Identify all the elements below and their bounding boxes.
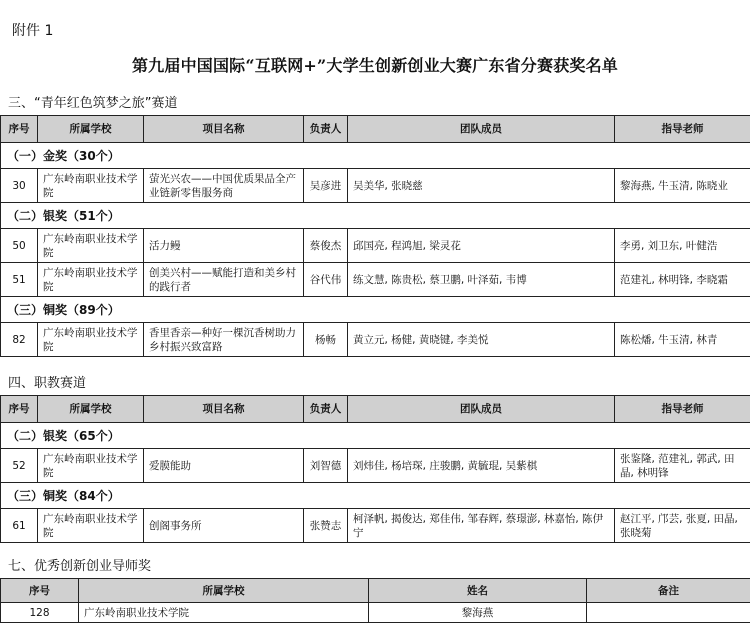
cell-school: 广东岭南职业技术学院 xyxy=(79,603,369,623)
vocational-table xyxy=(0,395,750,543)
cell-leader: 杨畅 xyxy=(304,323,348,357)
document-title: 第九届中国国际“互联网+”大学生创新创业大赛广东省分赛获奖名单 xyxy=(131,56,618,75)
cell-members: 刘炜佳, 杨培琛, 庄骏鹏, 黄毓琨, 吴紫棋 xyxy=(348,449,615,483)
table-header-row xyxy=(1,116,750,143)
cell-no: 30 xyxy=(1,169,38,203)
header-members: 团队成员 xyxy=(348,116,615,143)
cell-mentors: 李勇, 刘卫东, 叶健浩 xyxy=(615,229,750,263)
group-label: （一）金奖（30个） xyxy=(1,143,750,169)
cell-members: 柯泽帆, 揭俊达, 郑佳伟, 邹春辉, 蔡璟澎, 林嘉怡, 陈伊宁 xyxy=(348,509,615,543)
header-no: 序号 xyxy=(1,116,38,143)
cell-project: 香里香亲—种好一棵沉香树助力乡村振兴致富路 xyxy=(144,323,304,357)
header-name: 姓名 xyxy=(369,579,587,603)
cell-leader: 吴彦进 xyxy=(304,169,348,203)
cell-members: 邱国亮, 程鸿旭, 梁灵花 xyxy=(348,229,615,263)
table-header-row xyxy=(1,579,750,603)
group-label: （二）银奖（51个） xyxy=(1,203,750,229)
header-mentors: 指导老师 xyxy=(615,396,750,423)
cell-no: 52 xyxy=(1,449,38,483)
attachment-label: 附件 1 xyxy=(12,23,54,39)
cell-leader: 张赞志 xyxy=(304,509,348,543)
table-row xyxy=(1,229,750,263)
cell-note xyxy=(587,603,750,623)
group-label: （二）银奖（65个） xyxy=(1,423,750,449)
cell-project: 爱膜能助 xyxy=(144,449,304,483)
table-row xyxy=(1,603,750,623)
table-row xyxy=(1,169,750,203)
cell-leader: 刘智德 xyxy=(304,449,348,483)
cell-leader: 谷代伟 xyxy=(304,263,348,297)
group-row-silver xyxy=(1,423,750,449)
header-leader: 负责人 xyxy=(304,116,348,143)
cell-project: 创阁事务所 xyxy=(144,509,304,543)
cell-school: 广东岭南职业技术学院 xyxy=(38,263,144,297)
group-label: （三）铜奖（84个） xyxy=(1,483,750,509)
cell-project: 活力鳗 xyxy=(144,229,304,263)
group-row-silver xyxy=(1,203,750,229)
table-header-row xyxy=(1,396,750,423)
mentor-award-table xyxy=(0,578,750,623)
header-project: 项目名称 xyxy=(144,116,304,143)
cell-mentors: 黎海燕, 牛玉清, 陈晓业 xyxy=(615,169,750,203)
cell-school: 广东岭南职业技术学院 xyxy=(38,323,144,357)
table-row xyxy=(1,509,750,543)
header-project: 项目名称 xyxy=(144,396,304,423)
cell-school: 广东岭南职业技术学院 xyxy=(38,229,144,263)
cell-no: 50 xyxy=(1,229,38,263)
table-row xyxy=(1,449,750,483)
table-row xyxy=(1,323,750,357)
cell-leader: 蔡俊杰 xyxy=(304,229,348,263)
header-no: 序号 xyxy=(1,579,79,603)
table-row xyxy=(1,263,750,297)
group-row-bronze xyxy=(1,297,750,323)
cell-mentors: 赵江平, 邝芸, 张夏, 田晶, 张晓菊 xyxy=(615,509,750,543)
cell-school: 广东岭南职业技术学院 xyxy=(38,169,144,203)
cell-mentors: 范建礼, 林明锋, 李晓霜 xyxy=(615,263,750,297)
group-row-gold xyxy=(1,143,750,169)
cell-project: 创美兴村——赋能打造和美乡村的践行者 xyxy=(144,263,304,297)
cell-mentors: 陈松燔, 牛玉清, 林青 xyxy=(615,323,750,357)
header-leader: 负责人 xyxy=(304,396,348,423)
cell-members: 吴美华, 张晓慈 xyxy=(348,169,615,203)
cell-school: 广东岭南职业技术学院 xyxy=(38,449,144,483)
section-heading-vocational: 四、职教赛道 xyxy=(8,376,87,391)
cell-project: 萤光兴农——中国优质果品全产业链新零售服务商 xyxy=(144,169,304,203)
group-row-bronze xyxy=(1,483,750,509)
cell-mentors: 张鉴隆, 范建礼, 郭武, 田晶, 林明锋 xyxy=(615,449,750,483)
cell-no: 128 xyxy=(1,603,79,623)
header-school: 所属学校 xyxy=(38,396,144,423)
header-mentors: 指导老师 xyxy=(615,116,750,143)
cell-members: 黄立元, 杨健, 黄晓键, 李美悦 xyxy=(348,323,615,357)
header-members: 团队成员 xyxy=(348,396,615,423)
header-school: 所属学校 xyxy=(38,116,144,143)
cell-name: 黎海燕 xyxy=(369,603,587,623)
header-school: 所属学校 xyxy=(79,579,369,603)
cell-no: 82 xyxy=(1,323,38,357)
cell-no: 61 xyxy=(1,509,38,543)
red-dream-table xyxy=(0,115,750,357)
cell-members: 练文慧, 陈贵松, 蔡卫鹏, 叶泽茹, 韦博 xyxy=(348,263,615,297)
group-label: （三）铜奖（89个） xyxy=(1,297,750,323)
cell-no: 51 xyxy=(1,263,38,297)
header-no: 序号 xyxy=(1,396,38,423)
section-heading-red-dream: 三、“青年红色筑梦之旅”赛道 xyxy=(8,96,178,111)
section-heading-mentor-award: 七、优秀创新创业导师奖 xyxy=(8,559,152,574)
cell-school: 广东岭南职业技术学院 xyxy=(38,509,144,543)
header-note: 备注 xyxy=(587,579,750,603)
